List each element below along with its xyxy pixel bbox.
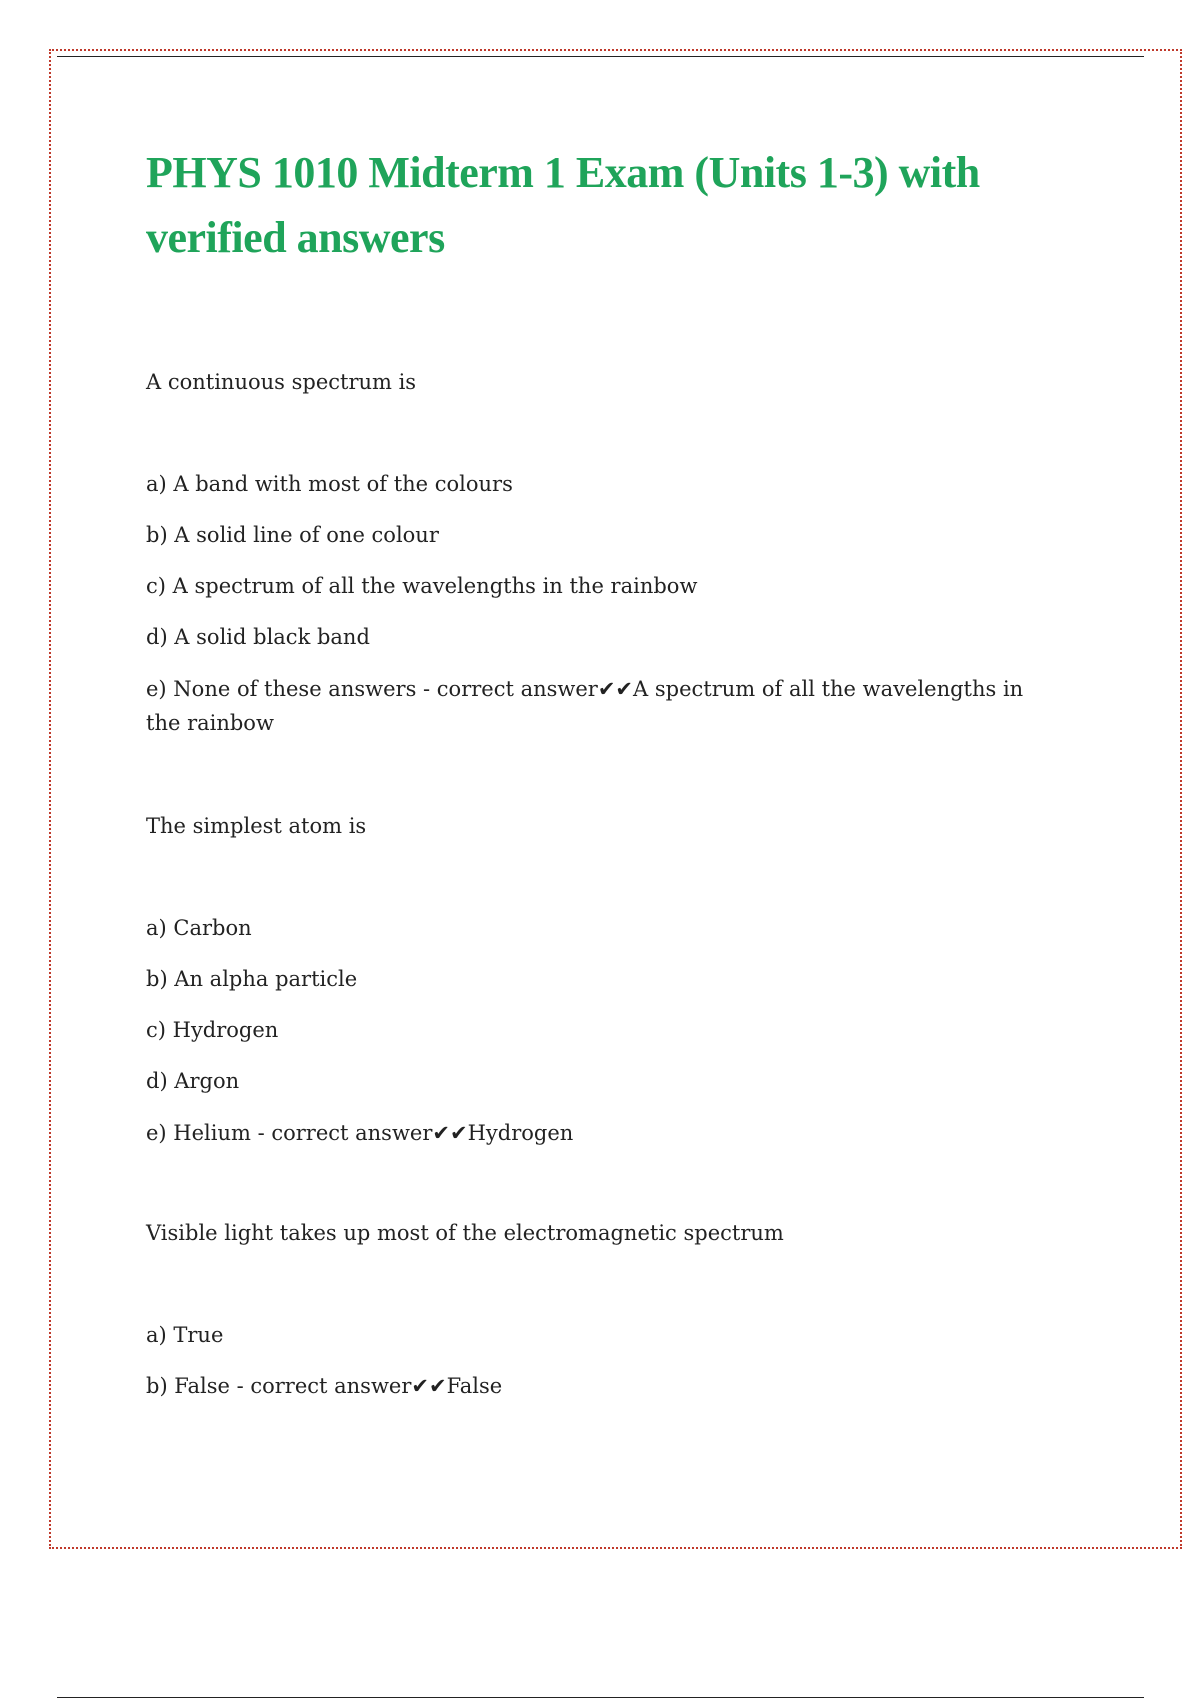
question-2-option-d: d) Argon [146,1069,240,1093]
question-3-options [146,1318,1046,1403]
header-rule [57,56,1144,57]
footer-rule [57,1697,1144,1698]
question-1-option-a: a) A band with most of the colours [146,472,513,496]
question-2-option-e-answer: e) Helium - correct answer✔✔Hydrogen [146,1121,574,1145]
question-3-option-b-answer: b) False - correct answer✔✔False [146,1374,503,1398]
question-1-text: A continuous spectrum is [146,370,417,394]
question-1-option-d: d) A solid black band [146,625,370,649]
document-title: PHYS 1010 Midterm 1 Exam (Units 1-3) with verified answers [146,148,980,262]
question-2-option-b: b) An alpha particle [146,967,358,991]
question-1-option-b: b) A solid line of one colour [146,523,439,547]
question-2-option-a: a) Carbon [146,916,252,940]
document-body [146,140,1046,1403]
question-1-option-e-answer: e) None of these answers - correct answer✔✔A spectrum of all the wavelengths in the rainbow [146,677,1024,735]
question-2-option-c: c) Hydrogen [146,1018,279,1042]
question-1-option-c: c) A spectrum of all the wavelengths in the rainbow [146,574,698,598]
question-3-text: Visible light takes up most of the electromagnetic spectrum [146,1221,784,1245]
question-1-options [146,467,1046,740]
question-2-text: The simplest atom is [146,814,367,838]
question-3-option-a: a) True [146,1323,224,1347]
question-2-options [146,911,1046,1150]
